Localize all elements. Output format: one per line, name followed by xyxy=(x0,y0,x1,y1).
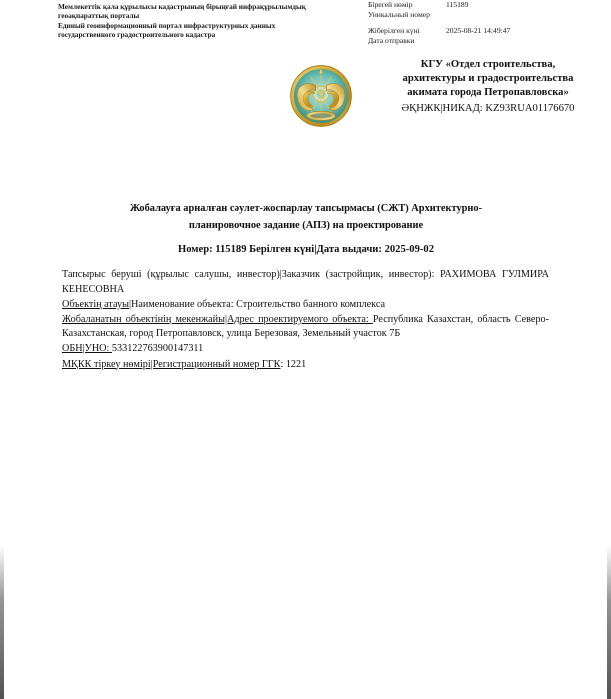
field-ggk-registration-label: МҚКК тіркеу нөмірі|Регистрационный номер ГГК xyxy=(62,358,281,370)
meta-value-sent-date: 2025-08-21 14:49:47 xyxy=(446,26,511,36)
field-object-name-value: Строительство банного комплекса xyxy=(236,298,386,310)
field-object-name-label-underlined: Объектің атауы xyxy=(62,298,129,310)
header-meta-block xyxy=(368,0,608,45)
field-uno xyxy=(62,342,549,357)
meta-labels-unique-number xyxy=(368,0,446,19)
field-customer-value: РАХИМОВА ГУЛМИРА КЕНЕСОВНА xyxy=(62,269,549,295)
organization-code xyxy=(368,102,608,116)
document-title-line-1: Жобалауға арналған сәулет-жоспарлау тапсырмасы (СЖТ) Архитектурно- xyxy=(129,203,483,214)
field-ggk-registration xyxy=(62,358,549,373)
organization-name-line-3: акимата города Петропавловска» xyxy=(407,87,569,99)
field-object-address-label: Жобаланатын объектінің мекенжайы|Адрес проектируемого объекта: xyxy=(62,313,373,325)
kazakhstan-coat-of-arms-icon xyxy=(288,60,354,132)
field-object-name xyxy=(62,298,549,313)
organization-name xyxy=(368,58,608,101)
portal-title-kk: Мемлекеттік қала құрылысы кадастрының бірыңғай инфрақұрылымдық геоақпараттық порталы xyxy=(58,2,306,21)
document-header xyxy=(0,0,611,52)
meta-labels-sent-date xyxy=(368,26,446,45)
field-uno-value: 533122763900147311 xyxy=(111,343,204,355)
organization-block xyxy=(0,58,611,138)
field-object-address-value: Республика Казахстан, область Северо-Казахстанская, город Петропавловск, улица Березовая, Земельный участок 7Б xyxy=(62,313,549,340)
meta-label-unique-number-ru: Уникальный номер xyxy=(368,9,430,19)
organization-name-line-1: КГУ «Отдел строительства, xyxy=(420,59,556,70)
field-uno-label: ОБН|УНО: xyxy=(62,343,112,355)
document-title xyxy=(88,200,524,234)
portal-title-ru: Единый геоинформационный портал инфраструктурных данных государственного градостроительного кадастра xyxy=(58,20,276,40)
organization-name-line-2: архитектуры и градостроительства xyxy=(402,73,574,85)
field-customer-label: Тапсырыс беруші (құрылыс салушы, инвестор)|Заказчик (застройщик, инвестор): xyxy=(62,269,435,280)
organization-code-label: ӘҚНЖК|НИКАД: xyxy=(401,103,483,114)
organization-code-value: KZ93RUA01176670 xyxy=(485,103,575,114)
meta-label-sent-date-ru: Дата отправки xyxy=(368,35,415,45)
field-ggk-registration-suffix: : xyxy=(280,358,286,370)
field-object-name-label-rest: |Наименование объекта: xyxy=(128,298,234,310)
meta-label-unique-number-kk: Бірегей нөмір xyxy=(368,0,413,9)
meta-row-unique-number xyxy=(368,0,608,19)
field-customer xyxy=(62,268,549,297)
document-number-line: Номер: 115189 Берілген күні|Дата выдачи: 2025-09-02 xyxy=(177,244,435,255)
document-title-line-2: планировочное задание (АПЗ) на проектирование xyxy=(188,220,424,231)
document-body xyxy=(62,268,549,373)
field-object-address xyxy=(62,313,549,342)
meta-row-sent-date xyxy=(368,26,608,45)
meta-label-sent-date-kk: Жіберілген күні xyxy=(368,26,420,36)
meta-value-unique-number: 115189 xyxy=(446,0,469,9)
field-ggk-registration-value: 1221 xyxy=(285,358,307,370)
portal-title-block xyxy=(58,2,308,40)
